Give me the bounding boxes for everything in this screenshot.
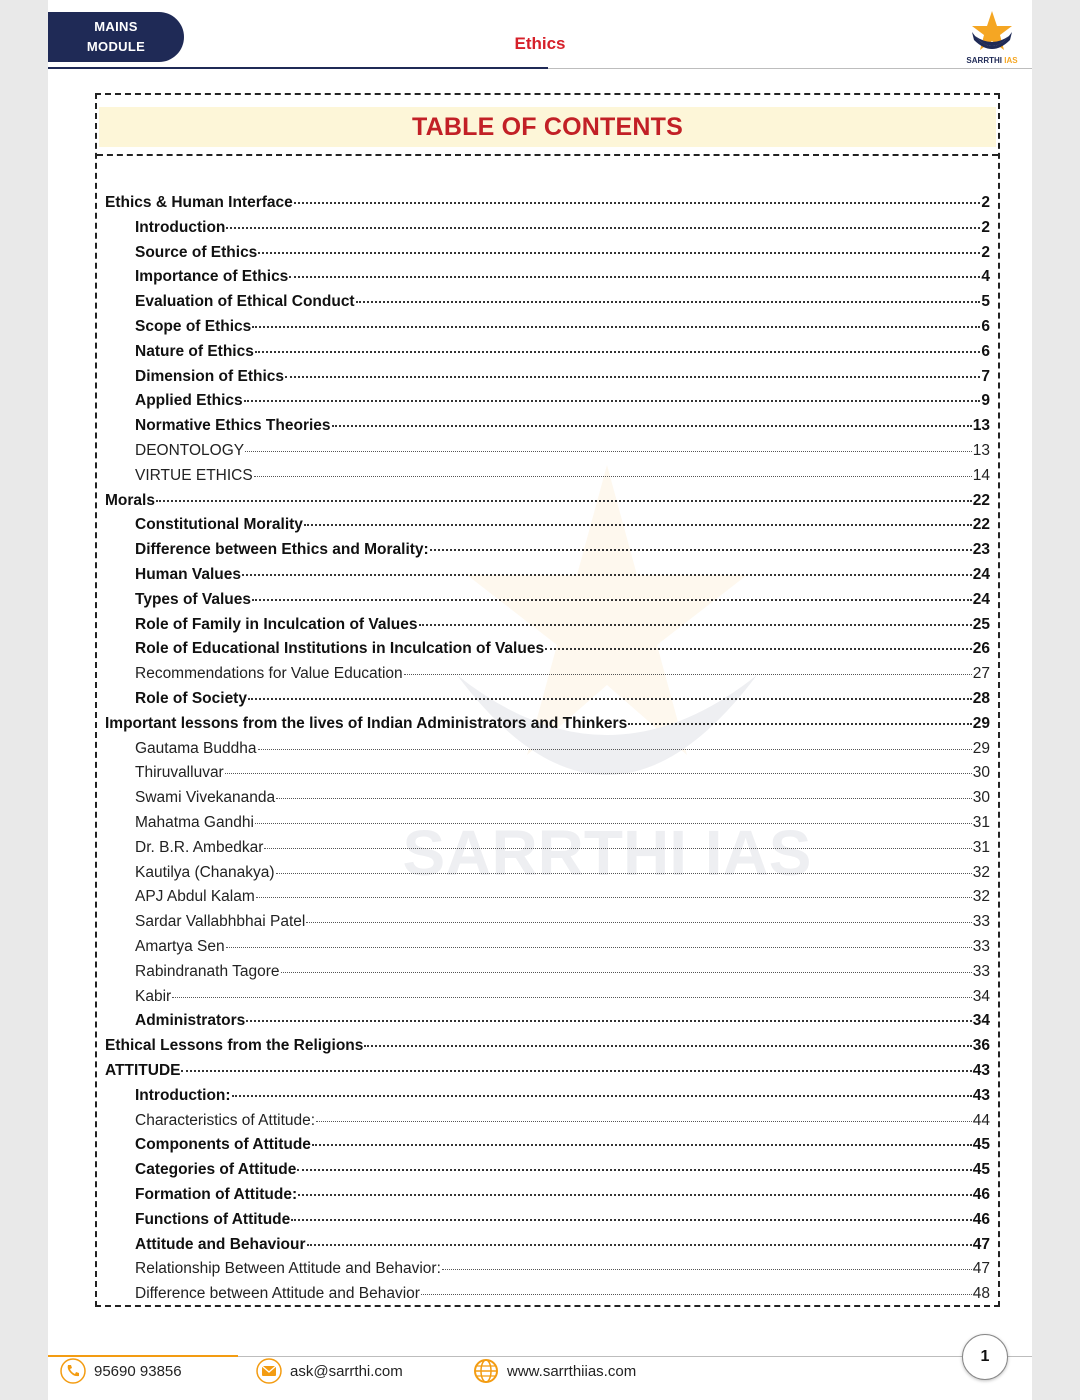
toc-entry-page: 47 — [972, 1235, 990, 1253]
toc-leader-dots — [294, 202, 981, 204]
toc-entry[interactable] — [105, 1035, 990, 1057]
toc-entry-title: Rabindranath Tagore — [135, 962, 280, 980]
toc-entry[interactable] — [135, 1283, 990, 1305]
toc-entry-page: 45 — [972, 1136, 990, 1154]
footer-phone[interactable] — [60, 1358, 182, 1384]
toc-entry-title: Morals — [105, 491, 155, 509]
toc-entry[interactable] — [135, 217, 990, 239]
toc-entry-page: 32 — [972, 888, 990, 906]
toc-entry[interactable] — [135, 812, 990, 834]
toc-leader-dots — [255, 823, 972, 824]
toc-leader-dots — [316, 1121, 972, 1122]
toc-entry-page: 33 — [972, 913, 990, 931]
toc-entry-title: Recommendations for Value Education — [135, 665, 403, 683]
toc-entry[interactable] — [135, 738, 990, 760]
toc-entry-page: 7 — [981, 367, 990, 385]
toc-entry-title: Difference between Attitude and Behavior — [135, 1285, 420, 1303]
badge-line2: MODULE — [86, 39, 146, 54]
toc-entry[interactable] — [135, 266, 990, 288]
toc-entry-title: Constitutional Morality — [135, 516, 303, 534]
toc-entry-page: 2 — [981, 194, 990, 211]
toc-entry[interactable] — [135, 341, 990, 363]
toc-entry-title: Dr. B.R. Ambedkar — [135, 838, 264, 856]
toc-leader-dots — [276, 873, 972, 874]
toc-entry-title: Gautama Buddha — [135, 739, 257, 757]
toc-entry-page: 29 — [972, 739, 990, 757]
toc-leader-dots — [289, 276, 980, 278]
logo-text: SARRTHI IAS — [966, 56, 1018, 65]
toc-entry-page: 34 — [972, 1012, 990, 1030]
toc-entry-page: 30 — [972, 789, 990, 807]
toc-leader-dots — [264, 848, 971, 849]
toc-leader-dots — [356, 301, 981, 303]
page-number: 1 — [962, 1334, 1008, 1380]
toc-entry-page: 44 — [972, 1111, 990, 1129]
toc-leader-dots — [298, 1194, 972, 1196]
phone-icon — [60, 1358, 86, 1384]
toc-leader-dots — [332, 425, 972, 427]
toc-entry[interactable] — [135, 564, 990, 586]
toc-title: TABLE OF CONTENTS — [99, 107, 996, 147]
email-text: ask@sarrthi.com — [290, 1362, 403, 1380]
toc-entry-title: ATTITUDE — [105, 1062, 181, 1079]
toc-leader-dots — [364, 1045, 971, 1047]
toc-leader-dots — [252, 326, 980, 328]
toc-entry-page: 48 — [972, 1285, 990, 1303]
toc-entry-page: 6 — [981, 342, 990, 360]
toc-leader-dots — [252, 599, 972, 601]
toc-entry-page: 28 — [972, 690, 990, 707]
toc-leader-dots — [245, 451, 972, 452]
toc-entry-page: 46 — [972, 1210, 990, 1228]
toc-leader-dots — [242, 574, 972, 576]
toc-entry-page: 36 — [972, 1037, 990, 1055]
toc-leader-dots — [226, 947, 972, 948]
toc-entry-title: Attitude and Behaviour — [135, 1235, 306, 1253]
toc-entry-page: 45 — [972, 1161, 990, 1179]
toc-list — [97, 95, 998, 1305]
header-divider-grey — [548, 68, 1032, 69]
toc-entry-page: 43 — [972, 1062, 990, 1079]
toc-leader-dots — [285, 376, 980, 378]
toc-entry[interactable] — [135, 514, 990, 536]
toc-entry[interactable] — [135, 1258, 990, 1280]
toc-entry-page: 43 — [972, 1086, 990, 1104]
toc-entry-title: Sardar Vallabhbhai Patel — [135, 913, 306, 931]
toc-entry-page: 29 — [972, 714, 990, 732]
toc-leader-dots — [297, 1169, 971, 1171]
svg-text:SARRTHI IAS: SARRTHI IAS — [402, 817, 812, 889]
toc-entry[interactable] — [105, 192, 990, 214]
toc-entry-page: 47 — [972, 1260, 990, 1278]
toc-entry-page: 34 — [972, 987, 990, 1005]
toc-entry[interactable] — [135, 614, 990, 636]
toc-entry-title: Mahatma Gandhi — [135, 814, 254, 831]
toc-leader-dots — [181, 1070, 971, 1072]
toc-leader-dots — [430, 549, 972, 551]
globe-icon — [473, 1358, 499, 1384]
toc-entry[interactable] — [135, 1010, 990, 1032]
toc-entry-title: Kabir — [135, 987, 172, 1005]
toc-leader-dots — [172, 997, 972, 998]
toc-entry-title: Characteristics of Attitude: — [135, 1111, 316, 1129]
toc-entry-page: 22 — [972, 516, 990, 534]
toc-entry-title: Normative Ethics Theories — [135, 417, 331, 435]
header-divider — [48, 67, 548, 69]
toc-entry-title: Role of Society — [135, 690, 247, 707]
toc-entry[interactable] — [135, 787, 990, 809]
toc-entry-title: Difference between Ethics and Morality: — [135, 541, 429, 559]
toc-leader-dots — [419, 624, 972, 626]
footer-email[interactable] — [256, 1358, 403, 1384]
toc-entry[interactable] — [105, 490, 990, 512]
toc-entry-title: Categories of Attitude — [135, 1161, 297, 1179]
toc-entry[interactable] — [135, 1110, 990, 1132]
toc-entry[interactable] — [105, 1060, 990, 1082]
toc-leader-dots — [276, 798, 972, 799]
toc-entry[interactable] — [135, 936, 990, 958]
toc-entry-title: Thiruvalluvar — [135, 764, 224, 782]
toc-entry[interactable] — [135, 316, 990, 338]
phone-text: 95690 93856 — [94, 1362, 182, 1380]
toc-entry[interactable] — [135, 1184, 990, 1206]
toc-leader-dots — [304, 524, 972, 526]
toc-entry-title: Role of Family in Inculcation of Values — [135, 615, 418, 633]
toc-entry-title: Source of Ethics — [135, 243, 258, 261]
toc-entry-title: Introduction — [135, 218, 226, 236]
toc-leader-dots — [156, 500, 972, 502]
toc-entry-title: Role of Educational Institutions in Inculcation of Values — [135, 640, 545, 658]
toc-entry-page: 46 — [972, 1186, 990, 1203]
toc-leader-dots — [312, 1144, 972, 1146]
toc-entry-page: 32 — [972, 863, 990, 881]
toc-entry-title: Evaluation of Ethical Conduct — [135, 293, 355, 311]
toc-entry-title: Amartya Sen — [135, 938, 225, 955]
toc-entry-page: 24 — [972, 566, 990, 583]
toc-entry-page: 33 — [972, 938, 990, 955]
toc-entry[interactable] — [135, 1209, 990, 1231]
toc-entry[interactable] — [135, 440, 990, 462]
toc-entry[interactable] — [135, 242, 990, 264]
toc-entry[interactable] — [105, 713, 990, 735]
toc-entry-title: Ethics & Human Interface — [105, 194, 293, 211]
toc-entry-page: 24 — [972, 590, 990, 608]
toc-entry-title: Administrators — [135, 1012, 246, 1030]
toc-entry-title: Ethical Lessons from the Religions — [105, 1037, 364, 1055]
toc-entry-page: 33 — [972, 962, 990, 980]
toc-entry-title: Introduction: — [135, 1086, 231, 1104]
toc-entry-page: 27 — [972, 665, 990, 683]
toc-entry-title: APJ Abdul Kalam — [135, 888, 255, 906]
toc-entry[interactable] — [135, 415, 990, 437]
toc-entry[interactable] — [135, 589, 990, 611]
toc-entry[interactable] — [135, 986, 990, 1008]
toc-entry[interactable] — [135, 638, 990, 660]
toc-entry[interactable] — [135, 539, 990, 561]
toc-entry[interactable] — [135, 862, 990, 884]
toc-entry[interactable] — [135, 1085, 990, 1107]
toc-entry-page: 2 — [981, 243, 990, 261]
toc-entry-title: Scope of Ethics — [135, 318, 252, 335]
toc-entry[interactable] — [135, 366, 990, 388]
toc-leader-dots — [281, 972, 972, 973]
toc-leader-dots — [232, 1095, 972, 1097]
toc-entry-page: 13 — [972, 417, 990, 435]
toc-entry[interactable] — [135, 1234, 990, 1256]
toc-entry-title: Kautilya (Chanakya) — [135, 863, 275, 881]
toc-entry-title: Functions of Attitude — [135, 1210, 291, 1228]
toc-entry-page: 4 — [981, 268, 990, 286]
toc-entry-page: 2 — [981, 218, 990, 236]
toc-entry-page: 31 — [972, 838, 990, 856]
toc-entry-title: Types of Values — [135, 590, 252, 608]
toc-entry-title: Human Values — [135, 566, 241, 583]
toc-entry[interactable] — [135, 911, 990, 933]
website-text: www.sarrthiias.com — [507, 1362, 637, 1380]
toc-entry[interactable] — [135, 291, 990, 313]
toc-entry-title: Relationship Between Attitude and Behavior: — [135, 1260, 441, 1278]
toc-leader-dots — [225, 773, 972, 774]
toc-entry-page: 31 — [972, 814, 990, 831]
toc-leader-dots — [291, 1219, 971, 1221]
toc-entry[interactable] — [135, 886, 990, 908]
toc-leader-dots — [244, 400, 981, 402]
toc-entry[interactable] — [135, 390, 990, 412]
toc-entry[interactable] — [135, 1134, 990, 1156]
toc-entry-title: Important lessons from the lives of Indian Administrators and Thinkers — [105, 714, 628, 732]
toc-entry-page: 14 — [972, 466, 990, 484]
sarrthi-logo-icon — [956, 10, 1028, 68]
toc-entry-title: Applied Ethics — [135, 392, 243, 410]
toc-entry-title: Nature of Ethics — [135, 342, 254, 360]
toc-entry[interactable] — [135, 961, 990, 983]
toc-entry-title: VIRTUE ETHICS — [135, 466, 253, 484]
toc-leader-dots — [421, 1294, 972, 1295]
toc-entry[interactable] — [135, 465, 990, 487]
toc-entry-page: 25 — [972, 615, 990, 633]
toc-entry-page: 9 — [981, 392, 990, 410]
toc-leader-dots — [248, 698, 972, 700]
toc-entry-page: 13 — [972, 442, 990, 459]
toc-leader-dots — [404, 674, 972, 675]
toc-leader-dots — [442, 1269, 972, 1270]
toc-entry-page: 30 — [972, 764, 990, 782]
toc-leader-dots — [255, 351, 981, 353]
toc-entry-title: Components of Attitude — [135, 1136, 311, 1154]
toc-entry[interactable] — [135, 837, 990, 859]
toc-entry[interactable] — [135, 663, 990, 685]
toc-entry-page: 22 — [972, 491, 990, 509]
toc-frame — [95, 93, 1000, 1307]
toc-entry-page: 23 — [972, 541, 990, 559]
toc-leader-dots — [307, 1244, 972, 1246]
toc-entry-title: Dimension of Ethics — [135, 367, 284, 385]
toc-entry-page: 5 — [981, 293, 990, 311]
toc-leader-dots — [226, 227, 980, 229]
document-page — [48, 0, 1032, 1400]
toc-entry[interactable] — [135, 688, 990, 710]
toc-entry-title: Swami Vivekananda — [135, 789, 276, 807]
footer-divider — [48, 1355, 238, 1357]
toc-entry[interactable] — [135, 1159, 990, 1181]
toc-entry-title: DEONTOLOGY — [135, 442, 245, 459]
toc-leader-dots — [254, 476, 972, 477]
footer-divider-grey — [238, 1356, 1032, 1357]
toc-leader-dots — [258, 749, 972, 750]
toc-leader-dots — [628, 723, 972, 725]
badge-line1: MAINS — [94, 19, 138, 34]
toc-entry[interactable] — [135, 762, 990, 784]
toc-entry-title: Formation of Attitude: — [135, 1186, 298, 1203]
toc-leader-dots — [258, 252, 980, 254]
toc-leader-dots — [545, 648, 972, 650]
page-header-title: Ethics — [514, 34, 566, 53]
footer-website[interactable] — [473, 1358, 636, 1384]
toc-entry-page: 6 — [981, 318, 990, 335]
toc-entry-page: 26 — [972, 640, 990, 658]
email-icon — [256, 1358, 282, 1384]
toc-leader-dots — [306, 922, 971, 923]
toc-leader-dots — [246, 1020, 972, 1022]
toc-entry-title: Importance of Ethics — [135, 268, 289, 286]
toc-leader-dots — [256, 897, 972, 898]
